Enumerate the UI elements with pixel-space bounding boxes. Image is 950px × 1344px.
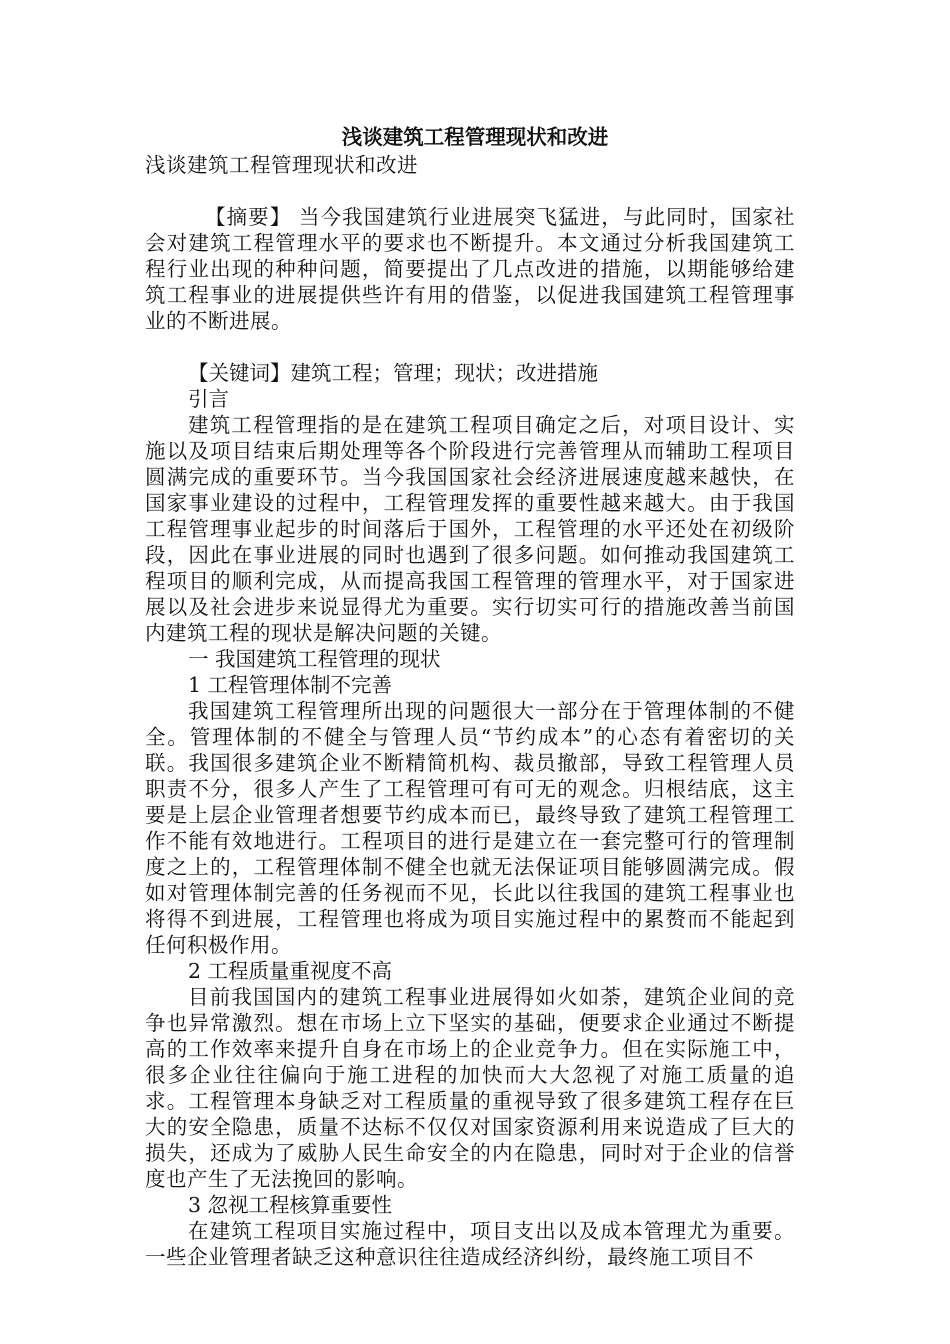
subsection2-paragraph: 目前我国国内的建筑工程事业进展得如火如荼，建筑企业间的竞争也异常激烈。想在市场上立下坚实的基础，便要求企业通过不断提高的工作效率来提升自身在市场上的企业竞争力。但在实际施工中，很多企业往往偏向于施工进程的加快而大大忽视了对施工质量的追求。工程管理本身缺乏对工程质量的重视导致了很多建筑工程存在巨大的安全隐患，质量不达标不仅仅对国家资源利用来说造成了巨大的损失，还成为了威胁人民生命安全的内在隐患，同时对于企业的信誉度也产生了无法挽回的影响。	[145, 985, 795, 1191]
section1-heading: 一 我国建筑工程管理的现状	[188, 647, 441, 671]
spacer	[145, 178, 795, 204]
subsection2-heading: 2 工程质量重视度不高	[188, 959, 393, 983]
subsection3-paragraph: 在建筑工程项目实施过程中，项目支出以及成本管理尤为重要。一些企业管理者缺乏这种意识往往造成经济纠纷，最终施工项目不	[145, 1219, 795, 1269]
subsection3-heading: 3 忽视工程核算重要性	[188, 1193, 393, 1217]
keywords-line: 【关键词】建筑工程；管理；现状；改进措施	[188, 361, 598, 385]
document-body	[145, 122, 795, 1270]
document-subtitle: 浅谈建筑工程管理现状和改进	[145, 153, 418, 177]
abstract-paragraph: 【摘要】 当今我国建筑行业进展突飞猛进，与此同时，国家社会对建筑工程管理水平的要求也不断提升。本文通过分析我国建筑工程行业出现的种种问题，简要提出了几点改进的措施，以期能够给建筑工程事业的进展提供些许有用的借鉴，以促进我国建筑工程管理事业的不断进展。	[145, 205, 795, 333]
document-title: 浅谈建筑工程管理现状和改进	[341, 125, 609, 149]
spacer	[145, 334, 795, 360]
subsection1-paragraph: 我国建筑工程管理所出现的问题很大一部分在于管理体制的不健全。管理体制的不健全与管理人员“节约成本”的心态有着密切的关联。我国很多建筑企业不断精简机构、裁员撤部，导致工程管理人员职责不分，很多人产生了工程管理可有可无的观念。归根结底，这主要是上层企业管理者想要节约成本而已，最终导致了建筑工程管理工作不能有效地进行。工程项目的进行是建立在一套完整可行的管理制度之上的，工程管理体制不健全也就无法保证项目能够圆满完成。假如对管理体制完善的任务视而不见，长此以往我国的建筑工程事业也将得不到进展，工程管理也将成为项目实施过程中的累赘而不能起到任何积极作用。	[145, 699, 795, 957]
intro-heading: 引言	[188, 387, 229, 411]
subsection1-heading: 1 工程管理体制不完善	[188, 673, 393, 697]
intro-paragraph: 建筑工程管理指的是在建筑工程项目确定之后，对项目设计、实施以及项目结束后期处理等各个阶段进行完善管理从而辅助工程项目圆满完成的重要环节。当今我国国家社会经济进展速度越来越快，在国家事业建设的过程中，工程管理发挥的重要性越来越大。由于我国工程管理事业起步的时间落后于国外，工程管理的水平还处在初级阶段，因此在事业进展的同时也遇到了很多问题。如何推动我国建筑工程项目的顺利完成，从而提高我国工程管理的管理水平，对于国家进展以及社会进步来说显得尤为重要。实行切实可行的措施改善当前国内建筑工程的现状是解决问题的关键。	[145, 413, 795, 645]
